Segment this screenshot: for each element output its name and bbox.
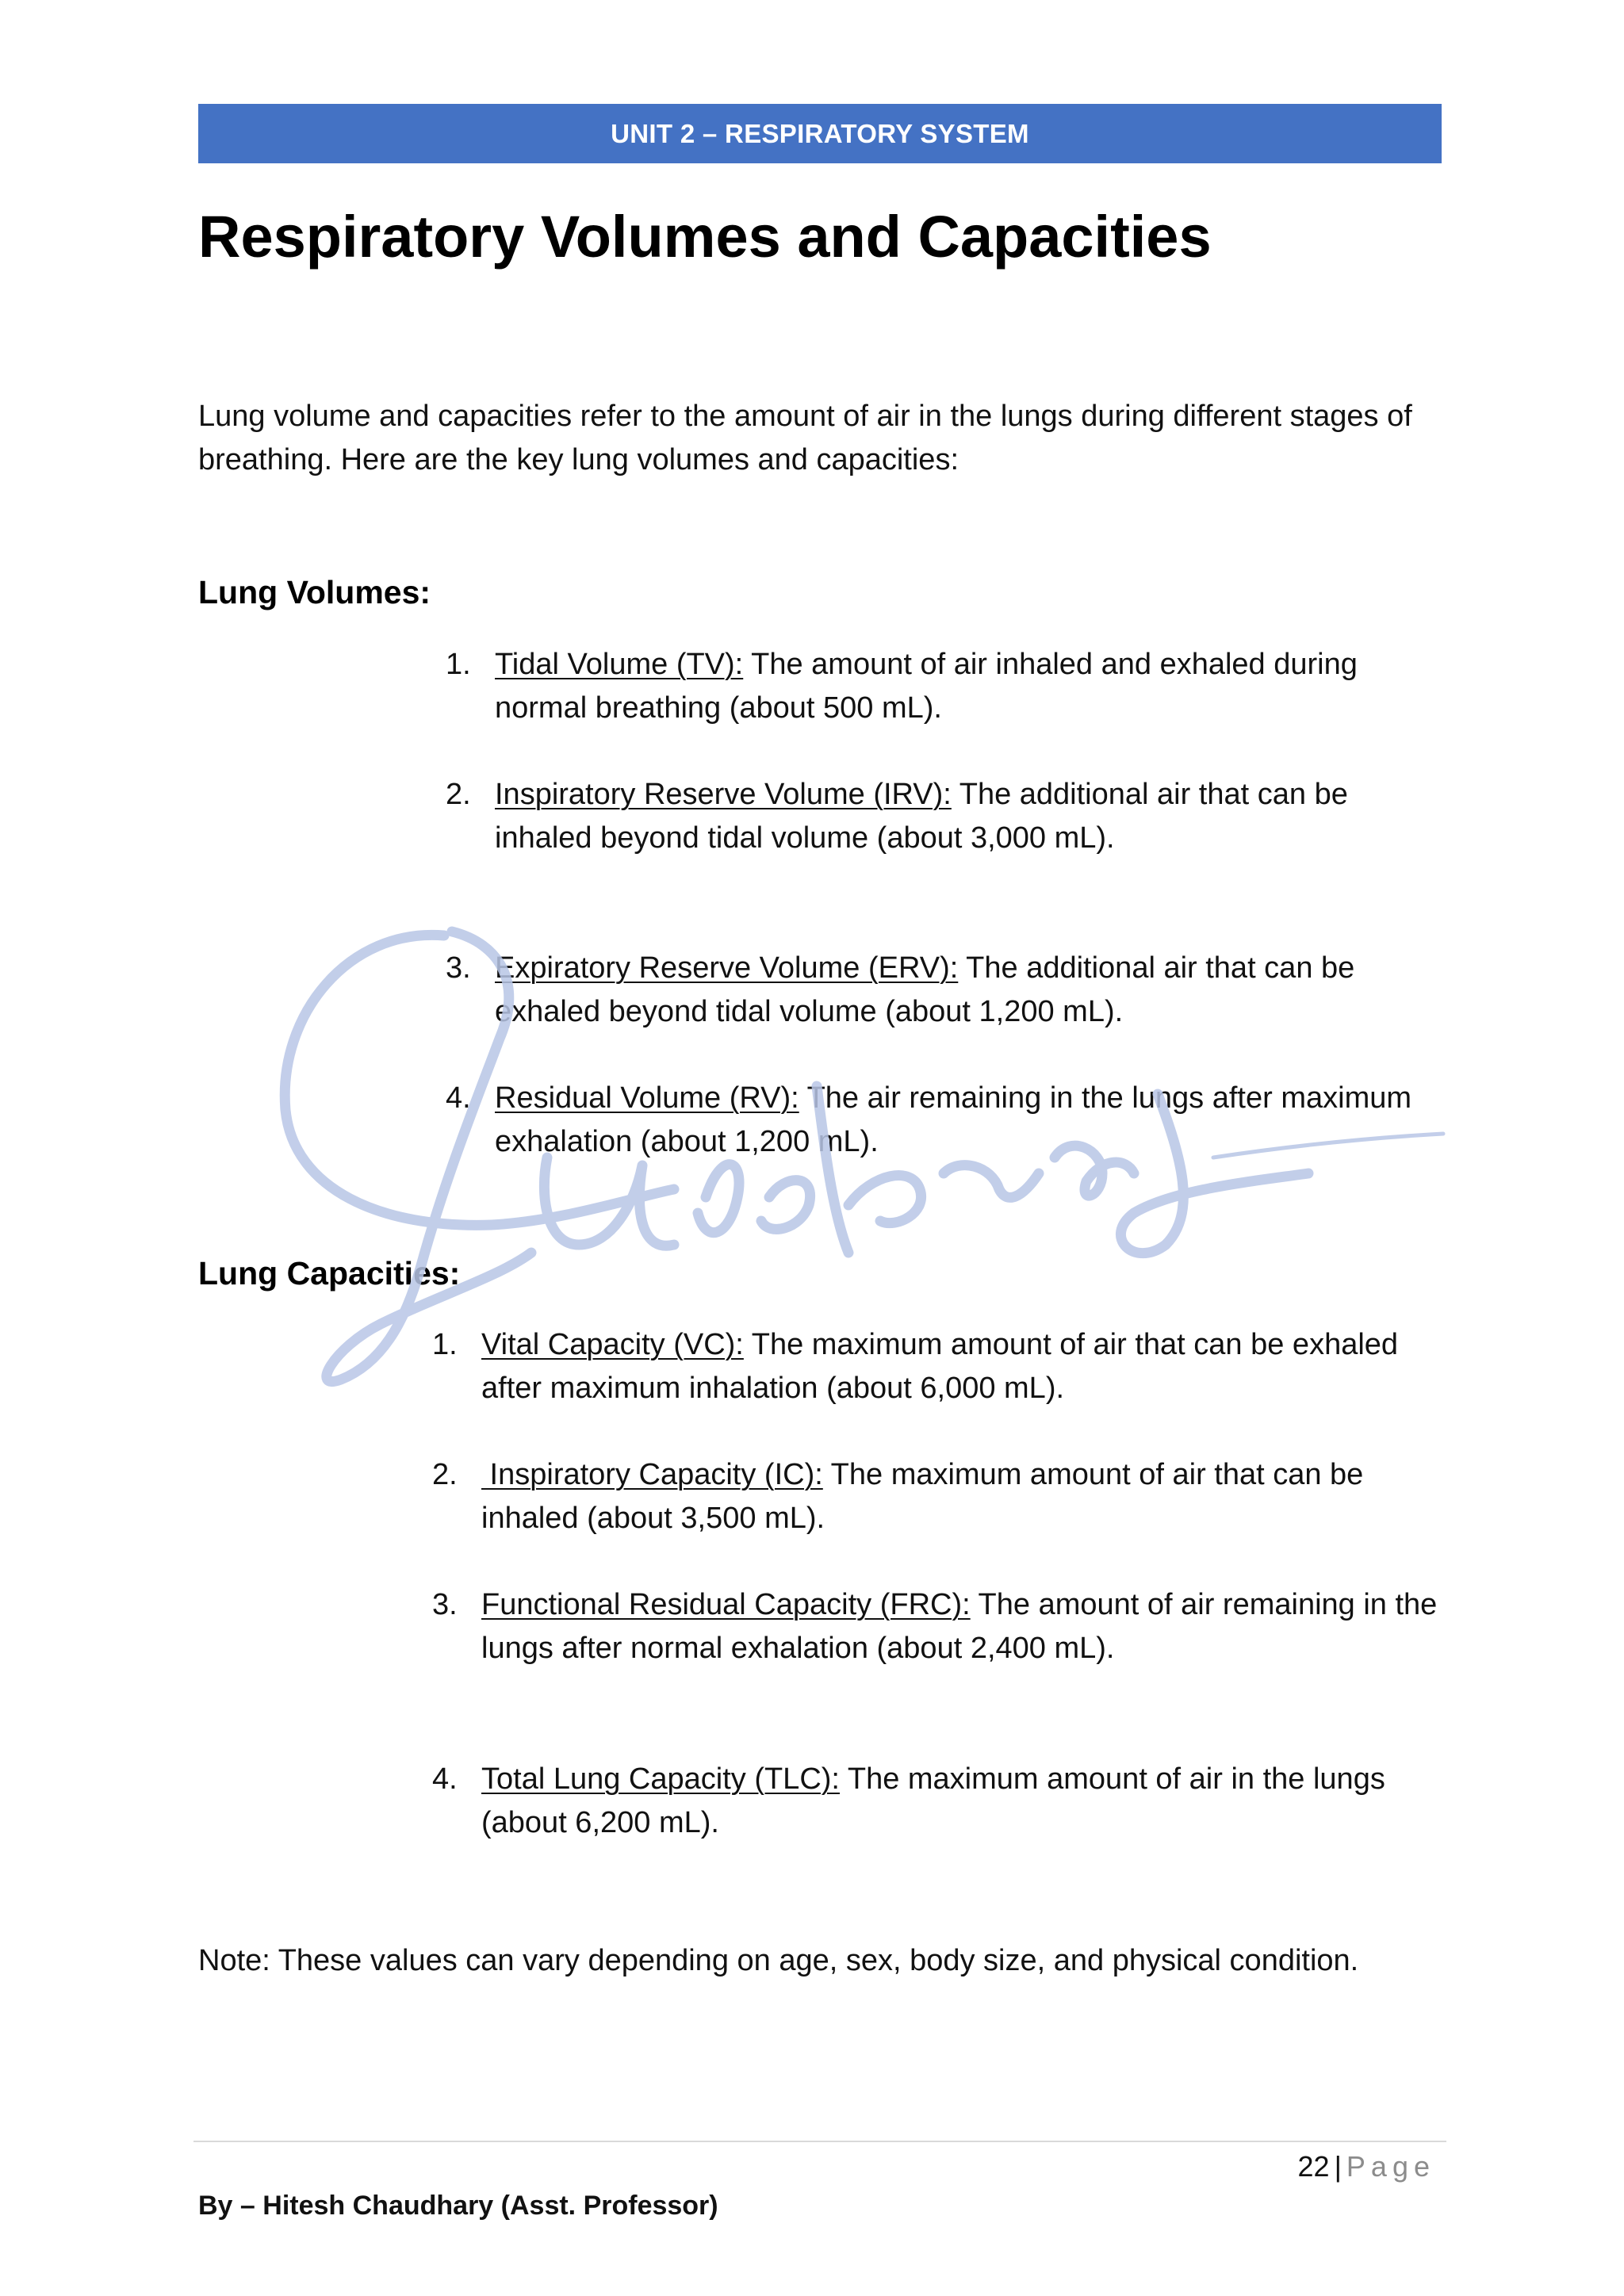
term-description: The maximum amount of air that can be inhaled (about 3,500 mL).: [481, 1458, 1364, 1535]
footer-divider: [193, 2141, 1446, 2142]
term-description: The amount of air remaining in the lungs after normal exhalation (about 2,400 mL).: [481, 1588, 1438, 1665]
term-description: The additional air that can be exhaled beyond tidal volume (about 1,200 mL).: [495, 951, 1355, 1028]
list-item: [432, 1758, 1423, 1845]
list-item: [446, 773, 1437, 860]
term-label: Functional Residual Capacity (FRC):: [481, 1588, 971, 1621]
term-label: Residual Volume (RV):: [495, 1081, 799, 1115]
term-description: The additional air that can be inhaled beyond tidal volume (about 3,000 mL).: [495, 778, 1348, 855]
page-number-separator: |: [1334, 2150, 1342, 2183]
list-number: 3.: [446, 951, 471, 985]
term-label: Expiratory Reserve Volume (ERV):: [495, 951, 959, 985]
term-label: Total Lung Capacity (TLC):: [481, 1762, 840, 1796]
page-title: Respiratory Volumes and Capacities: [198, 204, 1212, 270]
list-item: [432, 1323, 1423, 1410]
lung-capacities-heading: Lung Capacities:: [198, 1255, 461, 1292]
unit-header-bar: [198, 104, 1442, 163]
list-number: 4.: [432, 1762, 458, 1796]
unit-header-title: UNIT 2 – RESPIRATORY SYSTEM: [611, 118, 1029, 148]
lung-volumes-heading: Lung Volumes:: [198, 574, 431, 610]
list-number: 3.: [432, 1588, 458, 1621]
list-number: 2.: [446, 778, 471, 811]
list-item: [446, 947, 1437, 1034]
list-number: 2.: [432, 1458, 458, 1491]
page-number-word: Page: [1346, 2150, 1435, 2183]
list-item: [432, 1453, 1423, 1540]
term-label: Inspiratory Capacity (IC):: [481, 1458, 823, 1491]
note-text: Note: These values can vary depending on age, sex, body size, and physical condition.: [198, 1944, 1359, 1977]
term-description: The maximum amount of air in the lungs (about 6,200 mL).: [481, 1762, 1385, 1839]
author-credit: By – Hitesh Chaudhary (Asst. Professor): [198, 2191, 718, 2221]
term-description: The maximum amount of air that can be exhaled after maximum inhalation (about 6,000 mL).: [481, 1328, 1399, 1405]
list-item: [446, 643, 1437, 730]
page-number: [1285, 2146, 1435, 2187]
intro-paragraph: Lung volume and capacities refer to the amount of air in the lungs during different stages of breathing. Here are the key lung volumes and capacities:: [198, 400, 1412, 476]
list-number: 1.: [432, 1328, 458, 1361]
term-label: Tidal Volume (TV):: [495, 648, 744, 681]
term-description: The amount of air inhaled and exhaled during normal breathing (about 500 mL).: [495, 648, 1358, 725]
list-item: [432, 1583, 1443, 1670]
page-number-value: 22: [1297, 2150, 1330, 2183]
term-label: Vital Capacity (VC):: [481, 1328, 744, 1361]
list-number: 1.: [446, 648, 471, 681]
list-item: [446, 1077, 1437, 1164]
list-number: 4.: [446, 1081, 471, 1115]
term-description: The air remaining in the lungs after maximum exhalation (about 1,200 mL).: [495, 1081, 1412, 1158]
term-label: Inspiratory Reserve Volume (IRV):: [495, 778, 952, 811]
